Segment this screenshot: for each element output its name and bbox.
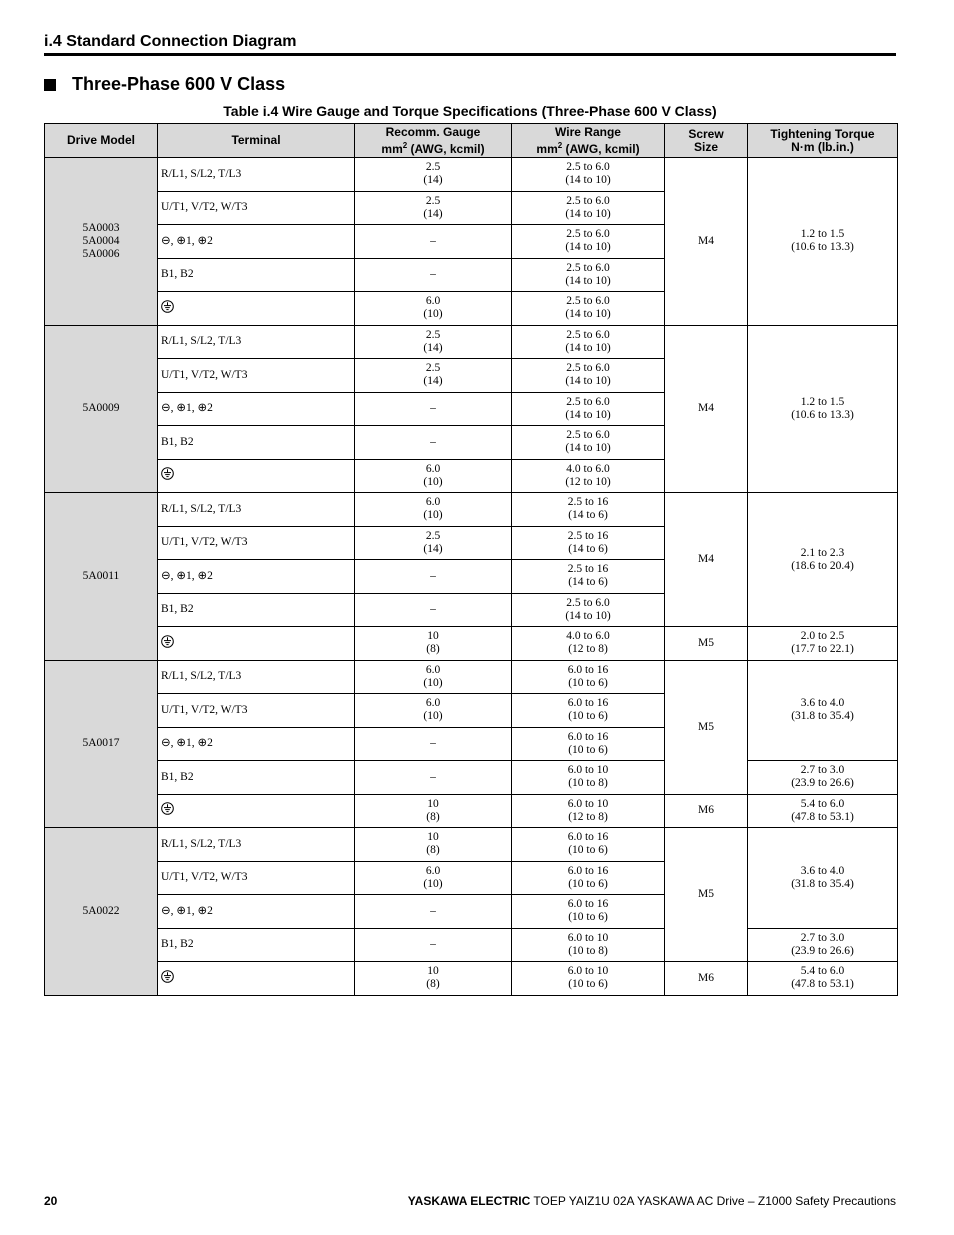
screw-size-cell bbox=[665, 325, 748, 493]
recomm-gauge-cell bbox=[355, 928, 512, 962]
recomm-gauge-cell bbox=[355, 828, 512, 862]
recomm-gauge-cell bbox=[355, 727, 512, 761]
recomm-gauge-line: (10) bbox=[423, 710, 443, 723]
col-header-model: Drive Model bbox=[45, 124, 158, 158]
recomm-gauge-line: (8) bbox=[426, 978, 440, 991]
terminal-label: ⊖, ⊕1, ⊕2 bbox=[161, 737, 213, 750]
wire-range-cell bbox=[512, 493, 665, 527]
recomm-gauge-line: 6.0 bbox=[425, 864, 441, 877]
subsection-title-text: Three-Phase 600 V Class bbox=[72, 74, 286, 94]
tightening-torque-cell bbox=[748, 325, 898, 493]
tightening-torque-line: (31.8 to 35.4) bbox=[791, 710, 854, 723]
wire-range-line: 6.0 to 10 bbox=[567, 931, 609, 944]
screw-size-line: M5 bbox=[698, 720, 714, 733]
wire-range-line: 2.5 to 6.0 bbox=[566, 261, 610, 274]
drive-model-line: 5A0017 bbox=[82, 737, 120, 750]
tightening-torque-line: (23.9 to 26.6) bbox=[791, 777, 854, 790]
wire-range-line: 6.0 to 16 bbox=[567, 864, 609, 877]
recomm-gauge-line: (14) bbox=[423, 174, 443, 187]
wire-range-line: (14 to 10) bbox=[565, 375, 611, 388]
ground-terminal-icon bbox=[161, 635, 174, 652]
screw-size-cell bbox=[665, 158, 748, 326]
tightening-torque-cell bbox=[748, 493, 898, 627]
wire-range-line: 6.0 to 16 bbox=[567, 697, 609, 710]
terminal-cell bbox=[158, 895, 355, 929]
table-row bbox=[45, 325, 898, 359]
terminal-label: B1, B2 bbox=[161, 603, 194, 616]
screw-size-cell bbox=[665, 660, 748, 794]
footer-brand: YASKAWA ELECTRIC bbox=[407, 1194, 531, 1208]
tightening-torque-cell bbox=[748, 761, 898, 795]
terminal-cell bbox=[158, 258, 355, 292]
recomm-gauge-line: – bbox=[430, 402, 436, 415]
wire-range-cell bbox=[512, 928, 665, 962]
recomm-gauge-cell bbox=[355, 660, 512, 694]
recomm-gauge-cell bbox=[355, 627, 512, 661]
recomm-gauge-line: (14) bbox=[423, 375, 443, 388]
recomm-gauge-line: 2.5 bbox=[425, 529, 441, 542]
terminal-label: ⊖, ⊕1, ⊕2 bbox=[161, 569, 213, 582]
recomm-gauge-cell bbox=[355, 593, 512, 627]
tightening-torque-line: 1.2 to 1.5 bbox=[800, 395, 845, 408]
wire-range-line: (12 to 10) bbox=[565, 475, 611, 488]
wire-range-line: 2.5 to 6.0 bbox=[566, 362, 610, 375]
recomm-gauge-cell bbox=[355, 392, 512, 426]
wire-range-line: 2.5 to 6.0 bbox=[566, 194, 610, 207]
wire-range-cell bbox=[512, 325, 665, 359]
col-header-screw-line2: Size bbox=[693, 139, 718, 154]
recomm-gauge-line: – bbox=[430, 603, 436, 616]
wire-range-cell bbox=[512, 258, 665, 292]
recomm-gauge-line: – bbox=[430, 737, 436, 750]
tightening-torque-cell bbox=[748, 627, 898, 661]
recomm-gauge-line: 10 bbox=[427, 630, 439, 643]
screw-size-line: M6 bbox=[698, 971, 714, 984]
wire-range-line: (10 to 8) bbox=[568, 944, 608, 957]
recomm-gauge-line: – bbox=[430, 569, 436, 582]
screw-size-cell bbox=[665, 627, 748, 661]
tightening-torque-line: 3.6 to 4.0 bbox=[800, 697, 845, 710]
terminal-cell bbox=[158, 861, 355, 895]
recomm-gauge-line: (10) bbox=[423, 676, 443, 689]
recomm-gauge-cell bbox=[355, 459, 512, 493]
wire-range-line: 2.5 to 6.0 bbox=[566, 395, 610, 408]
terminal-label: B1, B2 bbox=[161, 268, 194, 281]
wire-range-cell bbox=[512, 459, 665, 493]
wire-range-line: (14 to 10) bbox=[565, 241, 611, 254]
wire-range-line: (10 to 6) bbox=[568, 844, 608, 857]
terminal-cell bbox=[158, 526, 355, 560]
table-row bbox=[45, 928, 898, 962]
tightening-torque-line: (31.8 to 35.4) bbox=[791, 877, 854, 890]
drive-model-line: 5A0011 bbox=[82, 569, 120, 582]
tightening-torque-cell bbox=[748, 158, 898, 326]
col-header-range-line1: Wire Range bbox=[555, 124, 621, 139]
recomm-gauge-line: – bbox=[430, 234, 436, 247]
screw-size-line: M5 bbox=[698, 888, 714, 900]
tightening-torque-line: 2.0 to 2.5 bbox=[800, 630, 845, 643]
wire-range-line: 2.5 to 16 bbox=[567, 529, 609, 542]
wire-range-cell bbox=[512, 392, 665, 426]
tightening-torque-line: 1.2 to 1.5 bbox=[800, 228, 845, 241]
tightening-torque-line: (10.6 to 13.3) bbox=[791, 241, 854, 254]
screw-size-cell bbox=[665, 794, 748, 828]
terminal-label: R/L1, S/L2, T/L3 bbox=[161, 502, 242, 515]
terminal-label: ⊖, ⊕1, ⊕2 bbox=[161, 234, 213, 247]
section-header: i.4 Standard Connection Diagram bbox=[44, 33, 297, 50]
wire-range-line: 4.0 to 6.0 bbox=[566, 462, 610, 475]
tightening-torque-cell bbox=[748, 928, 898, 962]
tightening-torque-line: 2.7 to 3.0 bbox=[800, 931, 845, 944]
terminal-cell bbox=[158, 627, 355, 661]
tightening-torque-cell bbox=[748, 660, 898, 761]
col-header-screw bbox=[665, 124, 748, 158]
terminal-cell bbox=[158, 225, 355, 259]
recomm-gauge-line: (10) bbox=[423, 509, 443, 522]
recomm-gauge-cell bbox=[355, 526, 512, 560]
col-header-gauge-unit: mm bbox=[381, 141, 403, 156]
recomm-gauge-line: (14) bbox=[423, 542, 443, 555]
table-row bbox=[45, 794, 898, 828]
recomm-gauge-cell bbox=[355, 225, 512, 259]
screw-size-line: M4 bbox=[698, 553, 714, 565]
terminal-label: B1, B2 bbox=[161, 435, 194, 448]
wire-range-line: (14 to 10) bbox=[565, 174, 611, 187]
wire-range-cell bbox=[512, 727, 665, 761]
wire-range-cell bbox=[512, 359, 665, 393]
wire-range-cell bbox=[512, 761, 665, 795]
wire-range-cell bbox=[512, 191, 665, 225]
wire-range-line: (14 to 10) bbox=[565, 442, 611, 455]
wire-range-line: 6.0 to 16 bbox=[567, 898, 609, 911]
footer-doc-title bbox=[408, 1194, 896, 1208]
tightening-torque-line: (17.7 to 22.1) bbox=[791, 643, 854, 656]
recomm-gauge-cell bbox=[355, 895, 512, 929]
terminal-cell bbox=[158, 392, 355, 426]
terminal-label: R/L1, S/L2, T/L3 bbox=[161, 167, 242, 180]
drive-model-line: 5A0003 bbox=[82, 221, 120, 234]
wire-range-cell bbox=[512, 828, 665, 862]
recomm-gauge-cell bbox=[355, 292, 512, 326]
wire-range-cell bbox=[512, 593, 665, 627]
wire-range-line: 6.0 to 16 bbox=[567, 663, 609, 676]
col-header-terminal: Terminal bbox=[158, 124, 355, 158]
tightening-torque-line: (47.8 to 53.1) bbox=[791, 978, 854, 991]
wire-range-line: 6.0 to 10 bbox=[567, 797, 609, 810]
wire-range-cell bbox=[512, 660, 665, 694]
recomm-gauge-line: 6.0 bbox=[425, 462, 441, 475]
col-header-range-line2: (AWG, kcmil) bbox=[562, 141, 640, 156]
terminal-cell bbox=[158, 560, 355, 594]
screw-size-cell bbox=[665, 828, 748, 962]
table-header-row bbox=[45, 124, 898, 158]
wire-range-line: 2.5 to 6.0 bbox=[566, 429, 610, 442]
recomm-gauge-cell bbox=[355, 191, 512, 225]
drive-model-cell bbox=[45, 660, 158, 828]
recomm-gauge-cell bbox=[355, 158, 512, 192]
terminal-cell bbox=[158, 694, 355, 728]
terminal-cell bbox=[158, 962, 355, 996]
wire-range-line: 2.5 to 6.0 bbox=[566, 596, 610, 609]
wire-range-line: (10 to 6) bbox=[568, 676, 608, 689]
terminal-cell bbox=[158, 191, 355, 225]
terminal-label: U/T1, V/T2, W/T3 bbox=[161, 201, 248, 214]
wire-range-line: 2.5 to 6.0 bbox=[566, 228, 610, 241]
wire-range-line: (14 to 10) bbox=[565, 308, 611, 321]
drive-model-cell bbox=[45, 325, 158, 493]
wire-range-line: (14 to 10) bbox=[565, 408, 611, 421]
recomm-gauge-cell bbox=[355, 258, 512, 292]
drive-model-line: 5A0004 bbox=[82, 234, 120, 247]
wire-range-cell bbox=[512, 158, 665, 192]
col-header-torque-line1: Tightening Torque bbox=[770, 126, 875, 141]
col-header-gauge-sup: 2 bbox=[402, 140, 408, 150]
tightening-torque-line: 2.1 to 2.3 bbox=[800, 546, 845, 559]
ground-terminal-icon bbox=[161, 300, 174, 317]
tightening-torque-line: (10.6 to 13.3) bbox=[791, 408, 854, 421]
wire-range-line: (10 to 8) bbox=[568, 777, 608, 790]
tightening-torque-cell bbox=[748, 794, 898, 828]
wire-range-line: (10 to 6) bbox=[568, 978, 608, 991]
footer-doc-text: TOEP YAIZ1U 02A YASKAWA AC Drive – Z1000 Safety Precautions bbox=[530, 1194, 896, 1208]
section-rule bbox=[44, 53, 896, 56]
table-row bbox=[45, 962, 898, 996]
terminal-cell bbox=[158, 828, 355, 862]
recomm-gauge-line: (10) bbox=[423, 877, 443, 890]
recomm-gauge-cell bbox=[355, 694, 512, 728]
bullet-square-icon bbox=[44, 79, 56, 91]
col-header-gauge bbox=[355, 124, 512, 158]
terminal-label: ⊖, ⊕1, ⊕2 bbox=[161, 402, 213, 415]
wire-range-line: (12 to 8) bbox=[568, 643, 608, 656]
terminal-cell bbox=[158, 292, 355, 326]
wire-range-line: (10 to 6) bbox=[568, 743, 608, 756]
recomm-gauge-cell bbox=[355, 359, 512, 393]
wire-range-line: (14 to 6) bbox=[568, 576, 608, 589]
recomm-gauge-line: (10) bbox=[423, 308, 443, 321]
col-header-range-sup: 2 bbox=[557, 140, 563, 150]
wire-range-line: 6.0 to 10 bbox=[567, 764, 609, 777]
terminal-label: U/T1, V/T2, W/T3 bbox=[161, 368, 248, 381]
terminal-label: B1, B2 bbox=[161, 770, 194, 783]
recomm-gauge-line: 2.5 bbox=[425, 194, 441, 207]
wire-range-cell bbox=[512, 861, 665, 895]
recomm-gauge-line: 6.0 bbox=[425, 697, 441, 710]
recomm-gauge-line: 6.0 bbox=[425, 663, 441, 676]
recomm-gauge-cell bbox=[355, 325, 512, 359]
terminal-label: U/T1, V/T2, W/T3 bbox=[161, 703, 248, 716]
screw-size-line: M4 bbox=[698, 402, 714, 415]
col-header-screw-line1: Screw bbox=[688, 126, 724, 141]
wire-range-cell bbox=[512, 292, 665, 326]
table-row bbox=[45, 660, 898, 694]
terminal-cell bbox=[158, 493, 355, 527]
screw-size-line: M4 bbox=[698, 234, 714, 247]
recomm-gauge-cell bbox=[355, 962, 512, 996]
wire-range-line: 2.5 to 6.0 bbox=[566, 328, 610, 341]
terminal-cell bbox=[158, 660, 355, 694]
screw-size-line: M5 bbox=[698, 636, 714, 649]
wire-range-line: 2.5 to 6.0 bbox=[566, 161, 610, 174]
terminal-cell bbox=[158, 158, 355, 192]
wire-range-line: (14 to 6) bbox=[568, 542, 608, 555]
wire-range-line: 2.5 to 16 bbox=[567, 563, 609, 576]
terminal-cell bbox=[158, 459, 355, 493]
recomm-gauge-line: 10 bbox=[427, 797, 439, 810]
terminal-cell bbox=[158, 593, 355, 627]
wire-range-line: 6.0 to 16 bbox=[567, 831, 609, 844]
wire-gauge-table bbox=[44, 123, 898, 996]
wire-range-cell bbox=[512, 560, 665, 594]
recomm-gauge-line: (14) bbox=[423, 341, 443, 354]
recomm-gauge-line: (8) bbox=[426, 643, 440, 656]
col-header-torque bbox=[748, 124, 898, 158]
recomm-gauge-line: 2.5 bbox=[425, 328, 441, 341]
table-row bbox=[45, 493, 898, 527]
wire-range-line: (14 to 10) bbox=[565, 609, 611, 622]
terminal-label: R/L1, S/L2, T/L3 bbox=[161, 670, 242, 683]
tightening-torque-cell bbox=[748, 962, 898, 996]
tightening-torque-line: 5.4 to 6.0 bbox=[800, 797, 845, 810]
tightening-torque-line: (23.9 to 26.6) bbox=[791, 944, 854, 957]
drive-model-line: 5A0006 bbox=[82, 247, 120, 260]
wire-range-line: 6.0 to 10 bbox=[567, 965, 609, 978]
col-header-gauge-line1: Recomm. Gauge bbox=[385, 124, 481, 139]
recomm-gauge-cell bbox=[355, 426, 512, 460]
recomm-gauge-line: – bbox=[430, 435, 436, 448]
table-row bbox=[45, 158, 898, 192]
ground-terminal-icon bbox=[161, 970, 174, 987]
subsection-title bbox=[44, 74, 285, 95]
wire-range-line: (10 to 6) bbox=[568, 911, 608, 924]
wire-range-cell bbox=[512, 426, 665, 460]
wire-range-line: (10 to 6) bbox=[568, 877, 608, 890]
wire-range-cell bbox=[512, 794, 665, 828]
screw-size-cell bbox=[665, 493, 748, 627]
drive-model-cell bbox=[45, 828, 158, 996]
recomm-gauge-cell bbox=[355, 861, 512, 895]
tightening-torque-line: 2.7 to 3.0 bbox=[800, 764, 845, 777]
col-header-range bbox=[512, 124, 665, 158]
wire-range-cell bbox=[512, 225, 665, 259]
wire-range-line: 2.5 to 16 bbox=[567, 496, 609, 509]
wire-range-cell bbox=[512, 526, 665, 560]
ground-terminal-icon bbox=[161, 467, 174, 484]
wire-range-line: 4.0 to 6.0 bbox=[566, 630, 610, 643]
wire-range-line: (14 to 10) bbox=[565, 341, 611, 354]
wire-range-cell bbox=[512, 694, 665, 728]
wire-range-cell bbox=[512, 895, 665, 929]
recomm-gauge-line: (8) bbox=[426, 810, 440, 823]
wire-range-line: (12 to 8) bbox=[568, 810, 608, 823]
terminal-label: U/T1, V/T2, W/T3 bbox=[161, 871, 248, 884]
recomm-gauge-line: (8) bbox=[426, 844, 440, 857]
wire-range-line: 2.5 to 6.0 bbox=[566, 295, 610, 308]
tightening-torque-line: 3.6 to 4.0 bbox=[800, 864, 845, 877]
recomm-gauge-cell bbox=[355, 560, 512, 594]
tightening-torque-line: 5.4 to 6.0 bbox=[800, 965, 845, 978]
terminal-cell bbox=[158, 727, 355, 761]
col-header-gauge-line2: (AWG, kcmil) bbox=[407, 141, 485, 156]
wire-range-line: (14 to 10) bbox=[565, 207, 611, 220]
ground-terminal-icon bbox=[161, 802, 174, 819]
terminal-label: B1, B2 bbox=[161, 938, 194, 951]
terminal-cell bbox=[158, 426, 355, 460]
drive-model-line: 5A0022 bbox=[82, 904, 120, 917]
recomm-gauge-line: – bbox=[430, 938, 436, 951]
wire-range-line: (10 to 6) bbox=[568, 710, 608, 723]
drive-model-cell bbox=[45, 158, 158, 326]
wire-range-cell bbox=[512, 962, 665, 996]
recomm-gauge-line: 6.0 bbox=[425, 295, 441, 308]
drive-model-cell bbox=[45, 493, 158, 661]
recomm-gauge-line: 2.5 bbox=[425, 161, 441, 174]
wire-range-cell bbox=[512, 627, 665, 661]
wire-range-line: (14 to 6) bbox=[568, 509, 608, 522]
tightening-torque-cell bbox=[748, 828, 898, 929]
recomm-gauge-cell bbox=[355, 493, 512, 527]
terminal-cell bbox=[158, 928, 355, 962]
wire-range-line: 6.0 to 16 bbox=[567, 730, 609, 743]
table-body bbox=[45, 158, 898, 996]
page-number: 20 bbox=[44, 1194, 58, 1208]
tightening-torque-line: (47.8 to 53.1) bbox=[791, 810, 854, 823]
terminal-cell bbox=[158, 325, 355, 359]
terminal-label: U/T1, V/T2, W/T3 bbox=[161, 536, 248, 549]
screw-size-cell bbox=[665, 962, 748, 996]
screw-size-line: M6 bbox=[698, 804, 714, 817]
terminal-label: ⊖, ⊕1, ⊕2 bbox=[161, 904, 213, 917]
tightening-torque-line: (18.6 to 20.4) bbox=[791, 559, 854, 572]
recomm-gauge-cell bbox=[355, 761, 512, 795]
col-header-range-unit: mm bbox=[536, 141, 558, 156]
terminal-label: R/L1, S/L2, T/L3 bbox=[161, 335, 242, 348]
col-header-torque-line2: N·m (lb.in.) bbox=[791, 139, 854, 154]
terminal-label: R/L1, S/L2, T/L3 bbox=[161, 837, 242, 850]
recomm-gauge-cell bbox=[355, 794, 512, 828]
drive-model-line: 5A0009 bbox=[82, 402, 120, 415]
terminal-cell bbox=[158, 359, 355, 393]
table-row bbox=[45, 828, 898, 862]
table-caption: Table i.4 Wire Gauge and Torque Specifications (Three-Phase 600 V Class) bbox=[223, 103, 717, 119]
table-row bbox=[45, 761, 898, 795]
recomm-gauge-line: – bbox=[430, 268, 436, 281]
recomm-gauge-line: 10 bbox=[427, 965, 439, 978]
recomm-gauge-line: – bbox=[430, 904, 436, 917]
recomm-gauge-line: (10) bbox=[423, 475, 443, 488]
recomm-gauge-line: 10 bbox=[427, 831, 439, 844]
terminal-cell bbox=[158, 761, 355, 795]
recomm-gauge-line: (14) bbox=[423, 207, 443, 220]
recomm-gauge-line: 6.0 bbox=[425, 496, 441, 509]
recomm-gauge-line: – bbox=[430, 770, 436, 783]
table-row bbox=[45, 627, 898, 661]
wire-range-line: (14 to 10) bbox=[565, 274, 611, 287]
terminal-cell bbox=[158, 794, 355, 828]
recomm-gauge-line: 2.5 bbox=[425, 362, 441, 375]
